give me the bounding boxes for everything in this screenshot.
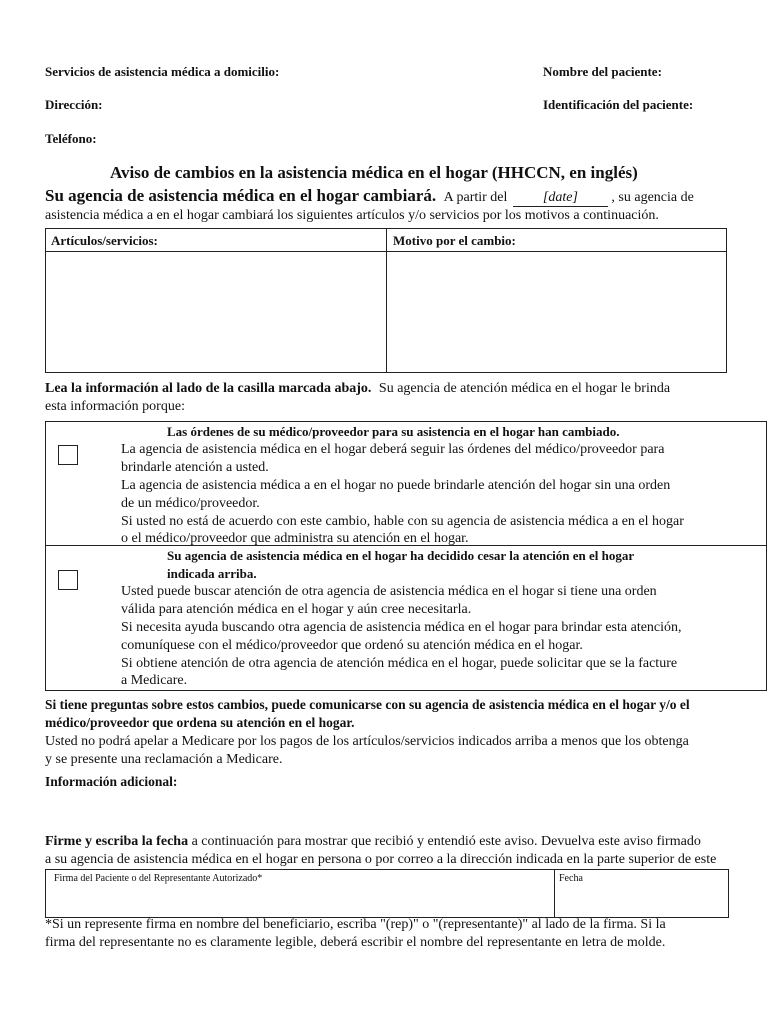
additional-info-field[interactable] xyxy=(45,794,725,830)
date-label: Fecha xyxy=(559,873,583,884)
reason-2-line: Si obtiene atención de otra agencia de atención médica en el hogar, puede solicitar que se la facture xyxy=(121,656,678,671)
read-info-line2: esta información porque: xyxy=(45,399,185,414)
additional-info-label: Información adicional: xyxy=(45,774,178,789)
questions-bold-line2: médico/proveedor que ordena su atención en el hogar. xyxy=(45,715,355,730)
read-info-line1 xyxy=(45,381,670,397)
reason-1-heading: Las órdenes de su médico/proveedor para su asistencia en el hogar han cambiado. xyxy=(167,424,620,439)
reason-2-line: Usted puede buscar atención de otra agencia de asistencia médica en el hogar si tiene una orden xyxy=(121,584,657,599)
signature-field[interactable] xyxy=(47,886,552,916)
signature-table xyxy=(45,869,729,918)
reason-1-line: brindarle atención a usted. xyxy=(121,460,269,475)
items-column-header: Artículos/servicios: xyxy=(51,233,158,248)
questions-line4: y se presente una reclamación a Medicare. xyxy=(45,752,283,767)
signature-divider xyxy=(554,870,555,917)
reason-2-line: válida para atención médica en el hogar y aún cree necesitarla. xyxy=(121,602,472,617)
items-table xyxy=(45,228,727,373)
reason-2-line: Si necesita ayuda buscando otra agencia de asistencia médica en el hogar para brindar esta atención, xyxy=(121,620,682,635)
intro-line2: asistencia médica a en el hogar cambiará los siguientes artículos y/o servicios por los motivos a continuación. xyxy=(45,208,659,223)
sign-bold: Firme y escriba la fecha xyxy=(45,834,189,849)
address-label: Dirección: xyxy=(45,97,103,112)
reason-1-checkbox[interactable] xyxy=(58,445,78,465)
questions-line3: Usted no podrá apelar a Medicare por los pagos de los artículos/servicios indicados arriba a menos que los obtenga xyxy=(45,734,689,749)
reason-2-checkbox[interactable] xyxy=(58,570,78,590)
signature-label: Firma del Paciente o del Representante Autorizado* xyxy=(54,873,263,884)
intro-heading: Su agencia de asistencia médica en el hogar cambiará. xyxy=(45,186,437,205)
read-info-bold: Lea la información al lado de la casilla marcada abajo. xyxy=(45,381,372,396)
reasons-box xyxy=(45,421,767,691)
sign-line1 xyxy=(45,834,701,850)
reason-2-line: comuníquese con el médico/proveedor que ordenó su atención médica en el hogar. xyxy=(121,638,583,653)
reason-cell[interactable] xyxy=(388,252,725,371)
reason-1-line: Si usted no está de acuerdo con este cambio, hable con su agencia de asistencia médica a en el hogar xyxy=(121,514,684,529)
page-title: Aviso de cambios en la asistencia médica en el hogar (HHCCN, en inglés) xyxy=(110,163,638,182)
reason-1-line: o el médico/proveedor que administra su atención en el hogar. xyxy=(121,531,469,546)
read-info-rest: Su agencia de atención médica en el hogar le brinda xyxy=(378,381,671,396)
sign-rest: a continuación para mostrar que recibió y entendió este aviso. Devuelva este aviso firmado xyxy=(191,834,701,849)
footnote-line1: *Si un represente firma en nombre del beneficiario, escriba "(rep)" o "(representante)" al lado de la firma. Si la xyxy=(45,917,666,932)
reason-1-line: La agencia de asistencia médica en el hogar deberá seguir las órdenes del médico/proveedor para xyxy=(121,442,665,457)
sign-line2: a su agencia de asistencia médica en el hogar en persona o por correo a la dirección indicada en la parte superior de este xyxy=(45,852,717,867)
phone-label: Teléfono: xyxy=(45,131,97,146)
date-field-signature[interactable] xyxy=(556,886,726,916)
agency-label: Servicios de asistencia médica a domicilio: xyxy=(45,64,280,79)
reason-1-line: de un médico/proveedor. xyxy=(121,496,260,511)
footnote-line2: firma del representante no es claramente legible, deberá escribir el nombre del representante en letra de molde. xyxy=(45,935,666,950)
intro-text-after: , su agencia de xyxy=(611,190,694,205)
reason-2-heading: Su agencia de asistencia médica en el hogar ha decidido cesar la atención en el hogar xyxy=(167,548,635,563)
reason-column-header: Motivo por el cambio: xyxy=(393,233,516,248)
questions-bold-line1: Si tiene preguntas sobre estos cambios, puede comunicarse con su agencia de asistencia médica en el hogar y/o el xyxy=(45,697,690,712)
date-field[interactable]: [date] xyxy=(513,190,608,207)
patient-id-label: Identificación del paciente: xyxy=(543,97,694,112)
patient-name-label: Nombre del paciente: xyxy=(543,64,662,79)
reason-2-heading: indicada arriba. xyxy=(167,566,257,581)
intro-text: A partir del xyxy=(443,190,508,205)
items-cell[interactable] xyxy=(47,252,385,371)
reason-1-line: La agencia de asistencia médica a en el hogar no puede brindarle atención del hogar sin una orden xyxy=(121,478,671,493)
intro-line1 xyxy=(45,186,694,207)
reason-2-line: a Medicare. xyxy=(121,673,188,688)
